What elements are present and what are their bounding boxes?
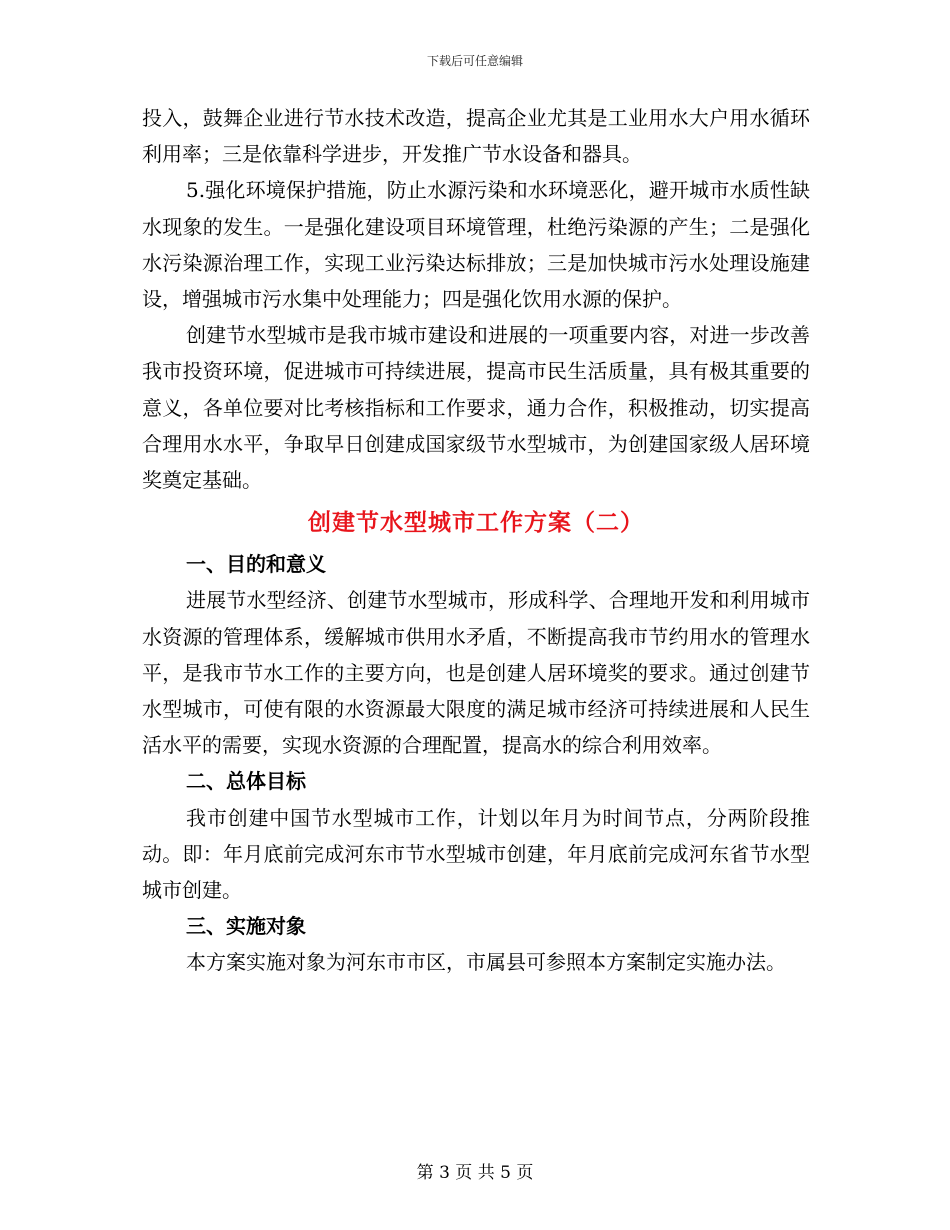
document-body <box>142 100 810 981</box>
paragraph-purpose: 进展节水型经济、创建节水型城市，形成科学、合理地开发和利用城市水资源的管理体系，缓解城市供用水矛盾，不断提高我市节约用水的管理水平，是我市节水工作的主要方向，也是创建人居环境奖的要求。通过创建节水型城市，可使有限的水资源最大限度的满足城市经济可持续进展和人民生活水平的需要，实现水资源的合理配置，提高水的综合利用效率。 <box>142 588 810 758</box>
heading-goal: 二、总体目标 <box>186 769 306 794</box>
page-header: 下载后可任意编辑 <box>426 54 523 68</box>
paragraph-goal: 我市创建中国节水型城市工作，计划以年月为时间节点，分两阶段推动。即：年月底前完成河东市节水型城市创建，年月底前完成河东省节水型城市创建。 <box>142 805 810 903</box>
heading-target: 三、实施对象 <box>186 914 306 939</box>
paragraph-conclusion: 创建节水型城市是我市城市建设和进展的一项重要内容，对进一步改善我市投资环境，促进城市可持续进展，提高市民生活质量，具有极其重要的意义，各单位要对比考核指标和工作要求，通力合作，积极推动，切实提高合理用水水平，争取早日创建成国家级节水型城市，为创建国家级人居环境奖奠定基础。 <box>142 323 810 493</box>
page-footer: 第 3 页 共 5 页 <box>416 1163 534 1183</box>
section-title: 创建节水型城市工作方案（二） <box>308 509 644 537</box>
paragraph-continuation: 投入，鼓舞企业进行节水技术改造，提高企业尤其是工业用水大户用水循环利用率；三是依靠科学进步，开发推广节水设备和器具。 <box>142 106 810 167</box>
paragraph-item-5: 5.强化环境保护措施，防止水源污染和水环境恶化，避开城市水质性缺水现象的发生。一是强化建设项目环境管理，杜绝污染源的产生；二是强化水污染源治理工作，实现工业污染达标排放；三是加快城市污水处理设施建设，增强城市污水集中处理能力；四是强化饮用水源的保护。 <box>142 178 810 312</box>
paragraph-target: 本方案实施对象为河东市市区，市属县可参照本方案制定实施办法。 <box>186 950 786 975</box>
heading-purpose: 一、目的和意义 <box>186 552 326 577</box>
